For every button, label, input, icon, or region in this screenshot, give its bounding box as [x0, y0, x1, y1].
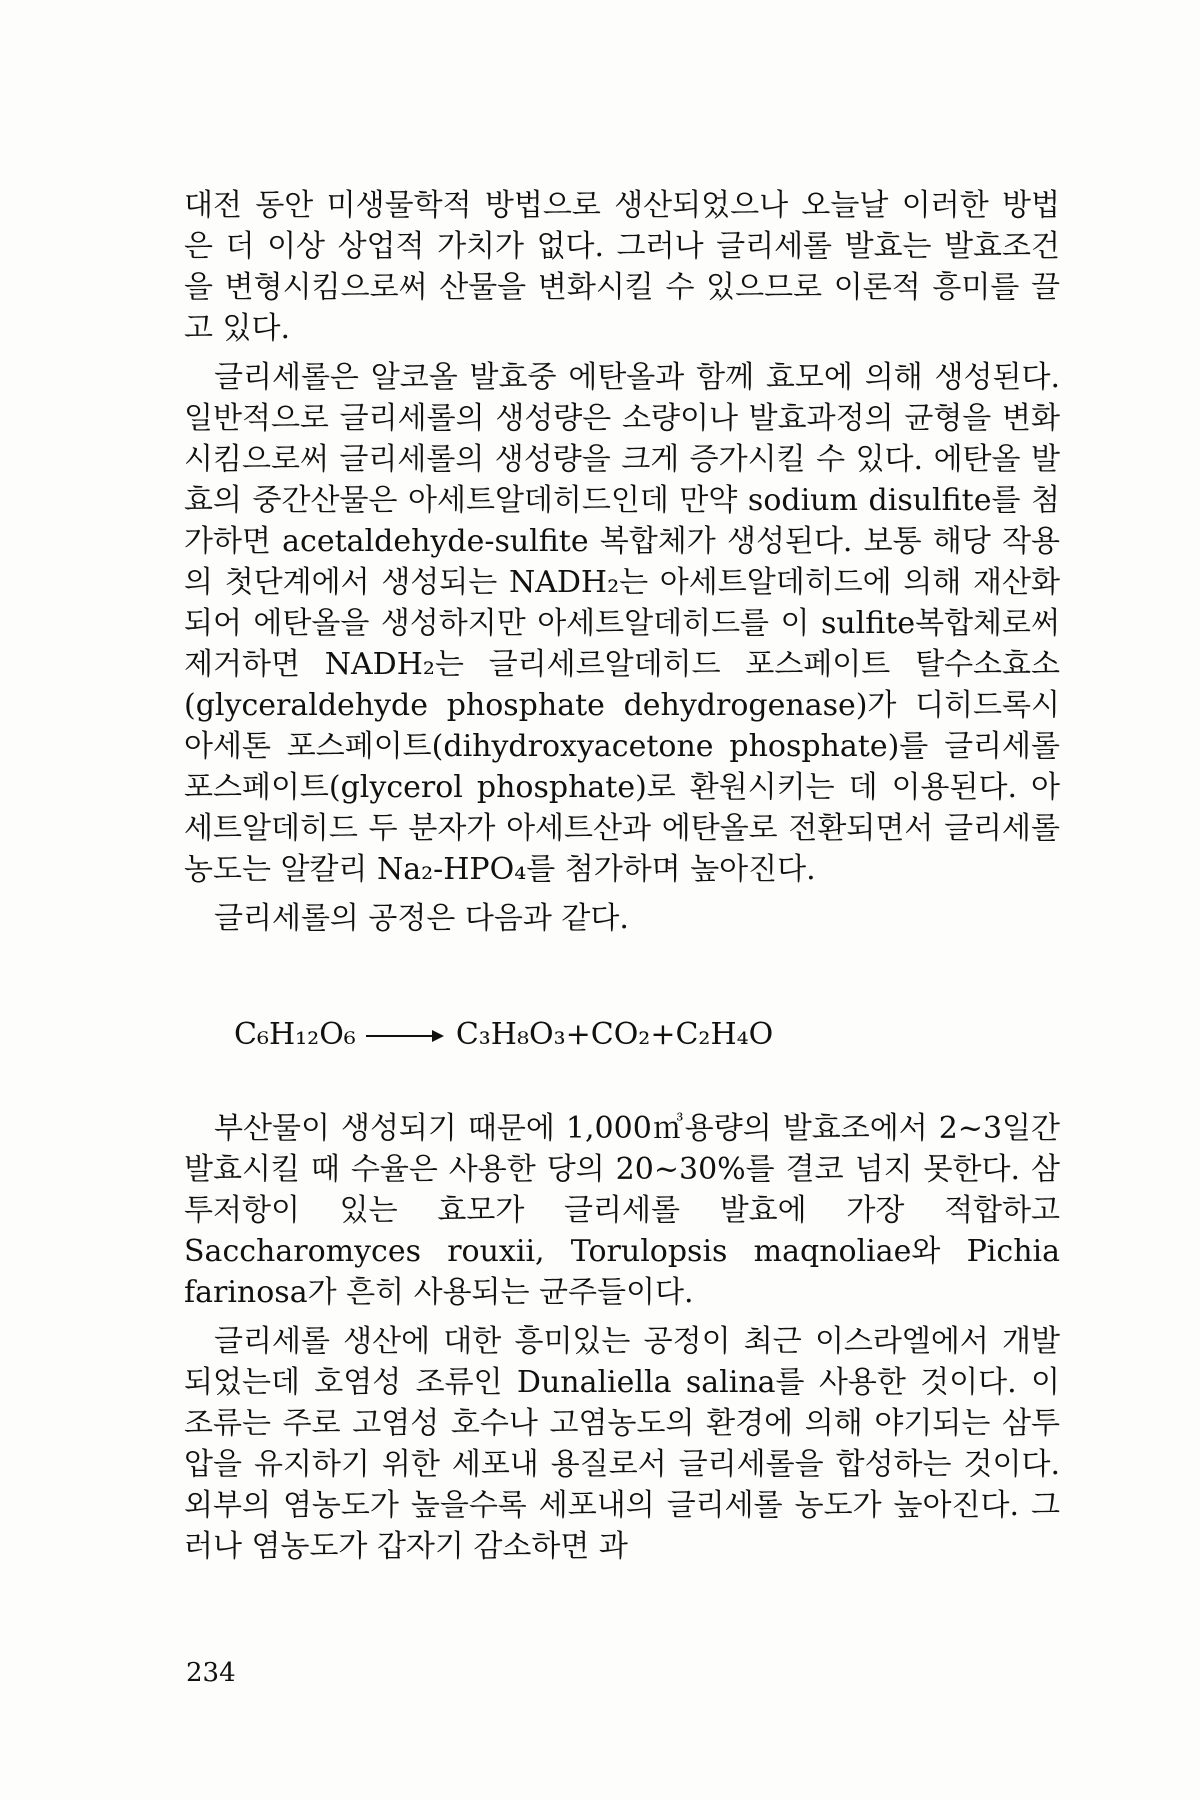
- paragraph: 대전 동안 미생물학적 방법으로 생산되었으나 오늘날 이러한 방법은 더 이상 상업적 가치가 없다. 그러나 글리세롤 발효는 발효조건을 변형시킴으로써 산물을 변화시킬 수 있으므로 이론적 흥미를 끌고 있다.: [184, 188, 1060, 346]
- paragraph: 글리세롤 생산에 대한 흥미있는 공정이 최근 이스라엘에서 개발되었는데 호염성 조류인 Dunaliella salina를 사용한 것이다. 이 조류는 주로 고염성 호수나 고염농도의 환경에 의해 야기되는 삼투압을 유지하기 위한 세포내 용질로서 글리세롤을 합성하는 것이다. 외부의 염농도가 높을수록 세포내의 글리세롤 농도가 높아진다. 그러나 염농도가 갑자기 감소하면 과: [184, 1324, 1060, 1564]
- paragraph: 부산물이 생성되기 때문에 1,000㎥용량의 발효조에서 2~3일간 발효시킬 때 수율은 사용한 당의 20~30%를 결코 넘지 못한다. 삼투저항이 있는 효모가 글리세롤 발효에 가장 적합하고 Saccharomyces rouxii, Torulopsis maqnoliae와 Pichia farinosa가 흔히 사용되는 균주들이다.: [184, 1111, 1060, 1310]
- equation-products: C₃H₈O₃+CO₂+C₂H₄O: [455, 1017, 774, 1052]
- body-text-bottom: [184, 1108, 1060, 1567]
- paragraph: 글리세롤의 공정은 다음과 같다.: [214, 901, 629, 936]
- chemical-equation: [234, 1015, 773, 1055]
- paragraph: 글리세롤은 알코올 발효중 에탄올과 함께 효모에 의해 생성된다. 일반적으로 글리세롤의 생성량은 소량이나 발효과정의 균형을 변화시킴으로써 글리세롤의 생성량을 크게 증가시킬 수 있다. 에탄올 발효의 중간산물은 아세트알데히드인데 만약 sodium disulfite를 첨가하면 acetaldehyde-sulfite 복합체가 생성된다. 보통 해당 작용의 첫단계에서 생성되는 NADH₂는 아세트알데히드에 의해 재산화되어 에탄올을 생성하지만 아세트알데히드를 이 sulfite복합체로써 제거하면 NADH₂는 글리세르알데히드 포스페이트 탈수소효소(glyceraldehyde phosphate dehydrogenase)가 디히드록시아세톤 포스페이트(dihydroxyacetone phosphate)를 글리세롤 포스페이트(glycerol phosphate)로 환원시키는 데 이용된다. 아세트알데히드 두 분자가 아세트산과 에탄올로 전환되면서 글리세롤 농도는 알칼리 Na₂-HPO₄를 첨가하며 높아진다.: [184, 360, 1060, 887]
- page-number: 234: [186, 1658, 236, 1688]
- body-text-top: [184, 185, 1060, 939]
- reaction-arrow-icon: [366, 1035, 442, 1037]
- equation-reactant: C₆H₁₂O₆: [234, 1017, 356, 1052]
